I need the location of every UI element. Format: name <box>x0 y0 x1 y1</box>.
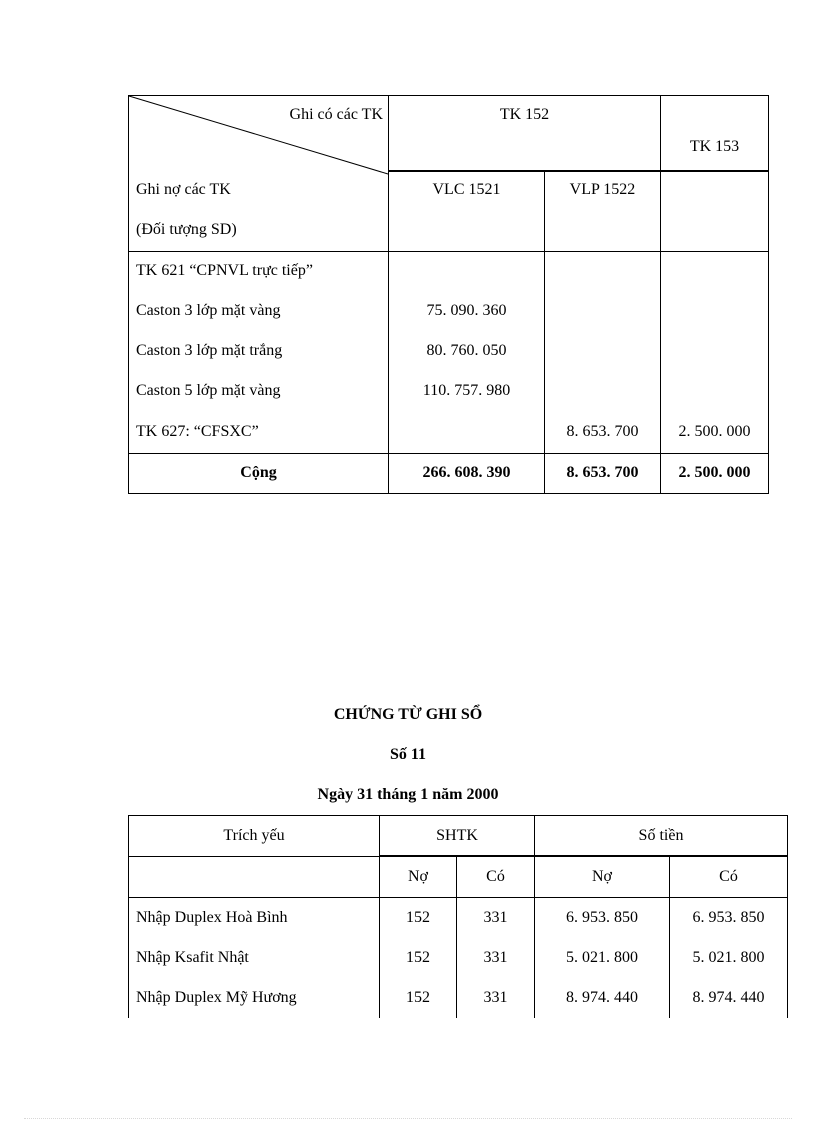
row-divider <box>128 251 769 252</box>
cell-amount-no: 8. 974. 440 <box>566 989 638 1006</box>
subheader-amount-no: Nợ <box>591 868 612 885</box>
cell-shtk-no: 152 <box>406 909 430 926</box>
table-border-bottom <box>128 493 769 494</box>
row-label: Caston 5 lớp mặt vàng <box>136 382 281 399</box>
voucher-table <box>128 815 788 1018</box>
cell-shtk-no: 152 <box>406 989 430 1006</box>
column-header-so-tien: Số tiền <box>638 827 684 844</box>
total-tk153: 2. 500. 000 <box>678 464 751 481</box>
row-divider <box>128 897 788 898</box>
column-header-tk153: TK 153 <box>689 138 740 155</box>
total-vlc: 266. 608. 390 <box>422 464 511 481</box>
cell-vlc: 75. 090. 360 <box>426 302 507 319</box>
table-border-right <box>768 95 769 494</box>
column-divider <box>544 171 545 494</box>
cell-vlc: 80. 760. 050 <box>426 342 507 359</box>
corner-header-debit: Ghi nợ các TK <box>136 181 231 198</box>
column-header-shtk: SHTK <box>436 827 478 844</box>
cell-amount-co: 6. 953. 850 <box>692 909 765 926</box>
row-label: TK 621 “CPNVL trực tiếp” <box>136 262 313 279</box>
row-description: Nhập Duplex Hoà Bình <box>136 909 288 926</box>
row-label: TK 627: “CFSXC” <box>136 423 259 440</box>
document-title: CHỨNG TỪ GHI SỔ <box>333 706 483 723</box>
corner-header-debit-sub: (Đối tượng SD) <box>136 221 237 238</box>
row-divider <box>388 170 769 172</box>
subheader-shtk-no: Nợ <box>407 868 428 885</box>
row-divider <box>128 453 769 454</box>
corner-header-credit: Ghi có các TK <box>289 106 383 123</box>
subheader-amount-co: Có <box>719 868 738 885</box>
cell-amount-co: 5. 021. 800 <box>692 949 765 966</box>
page-bottom-rule <box>24 1118 792 1119</box>
row-label: Caston 3 lớp mặt vàng <box>136 302 281 319</box>
column-header-vlp: VLP 1522 <box>569 181 636 198</box>
row-divider <box>379 855 788 857</box>
cell-vlp: 8. 653. 700 <box>566 423 639 440</box>
document-number: Số 11 <box>389 746 426 763</box>
cell-amount-no: 5. 021. 800 <box>566 949 638 966</box>
allocation-table <box>128 95 769 494</box>
column-header-trich-yeu: Trích yếu <box>223 827 285 844</box>
total-label: Cộng <box>240 464 277 481</box>
total-vlp: 8. 653. 700 <box>566 464 639 481</box>
table-border-top <box>128 815 788 816</box>
subheader-shtk-co: Có <box>486 868 505 885</box>
cell-shtk-co: 331 <box>483 949 508 966</box>
cell-tk153: 2. 500. 000 <box>678 423 751 440</box>
cell-shtk-no: 152 <box>406 949 430 966</box>
row-description: Nhập Ksafit Nhật <box>136 949 249 966</box>
column-header-vlc: VLC 1521 <box>432 181 501 198</box>
cell-shtk-co: 331 <box>483 989 508 1006</box>
cell-vlc: 110. 757. 980 <box>422 382 511 399</box>
row-divider <box>128 856 379 857</box>
group-header-tk152: TK 152 <box>499 106 550 123</box>
cell-shtk-co: 331 <box>483 909 508 926</box>
table-border-right <box>787 815 788 1018</box>
row-label: Caston 3 lớp mặt trắng <box>136 342 283 359</box>
row-description: Nhập Duplex Mỹ Hương <box>136 989 297 1006</box>
cell-amount-co: 8. 974. 440 <box>692 989 765 1006</box>
cell-amount-no: 6. 953. 850 <box>566 909 638 926</box>
document-date: Ngày 31 tháng 1 năm 2000 <box>317 786 499 803</box>
